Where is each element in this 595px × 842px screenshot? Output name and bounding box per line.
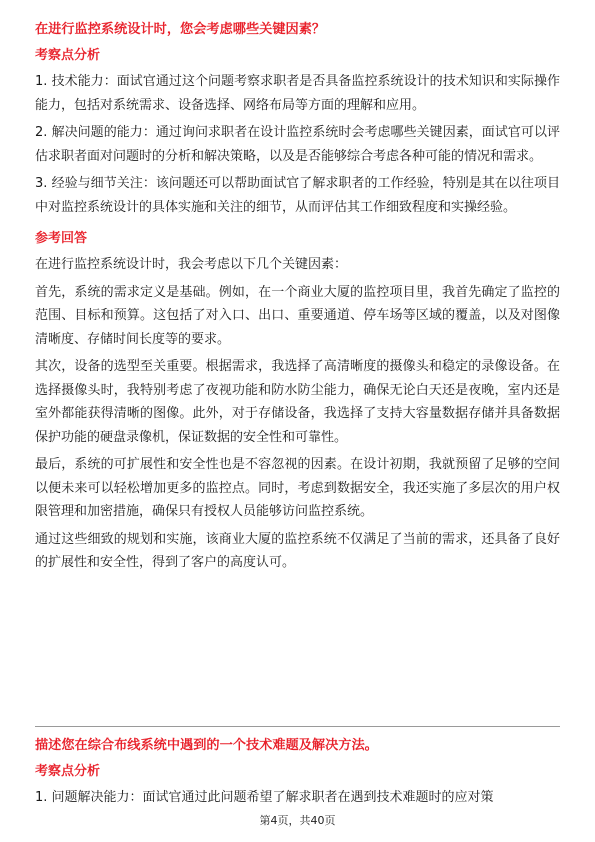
analysis-point-2: 2. 解决问题的能力：通过询问求职者在设计监控系统时会考虑哪些关键因素，面试官可以评估求职者面对问题时的分析和解决策略，以及是否能够综合考虑各种可能的情况和需求。 (35, 125, 560, 164)
page-number: 第4页，共40页 (259, 814, 336, 827)
answer-paragraph-3: 其次，设备的选型至关重要。根据需求，我选择了高清晰度的摄像头和稳定的录像设备。在选择摄像头时，我特别考虑了夜视功能和防水防尘能力，确保无论白天还是夜晚，室内还是室外都能获得清晰的图像。此外，对于存储设备，我选择了支持大容量数据存储并具备数据保护功能的硬盘录像机，保证数据的安全性和可靠性。 (35, 359, 560, 445)
analysis-heading: 考察点分析 (35, 48, 101, 63)
answer-paragraph-2: 首先，系统的需求定义是基础。例如，在一个商业大厦的监控项目里，我首先确定了监控的范围、目标和预算。这包括了对入口、出口、重要通道、停车场等区域的覆盖，以及对图像清晰度、存储时间长度等的要求。 (35, 284, 560, 347)
answer-paragraph-5: 通过这些细致的规划和实施，该商业大厦的监控系统不仅满足了当前的需求，还具备了良好的扩展性和安全性，得到了客户的高度认可。 (35, 531, 560, 570)
question-title-2: 描述您在综合布线系统中遇到的一个技术难题及解决方法。 (35, 738, 378, 753)
answer-paragraph-1: 在进行监控系统设计时，我会考虑以下几个关键因素： (35, 257, 348, 272)
section-divider (35, 726, 560, 727)
analysis-point-2-1: 1. 问题解决能力：面试官通过此问题希望了解求职者在遇到技术难题时的应对策 (35, 790, 494, 805)
analysis-point-1: 1. 技术能力：面试官通过这个问题考察求职者是否具备监控系统设计的技术知识和实际操作能力，包括对系统需求、设备选择、网络布局等方面的理解和应用。 (35, 74, 560, 113)
answer-heading: 参考回答 (35, 231, 88, 246)
analysis-heading-2: 考察点分析 (35, 764, 101, 779)
analysis-point-3: 3. 经验与细节关注：该问题还可以帮助面试官了解求职者的工作经验，特别是其在以往项目中对监控系统设计的具体实施和关注的细节，从而评估其工作细致程度和实操经验。 (35, 176, 560, 215)
question-block-2 (35, 736, 560, 814)
answer-paragraph-4: 最后，系统的可扩展性和安全性也是不容忽视的因素。在设计初期，我就预留了足够的空间以便未来可以轻松增加更多的监控点。同时，考虑到数据安全，我还实施了多层次的用户权限管理和加密措施，确保只有授权人员能够访问监控系统。 (35, 457, 560, 519)
question-title: 在进行监控系统设计时，您会考虑哪些关键因素？ (35, 22, 326, 37)
question-block-1 (35, 20, 560, 579)
